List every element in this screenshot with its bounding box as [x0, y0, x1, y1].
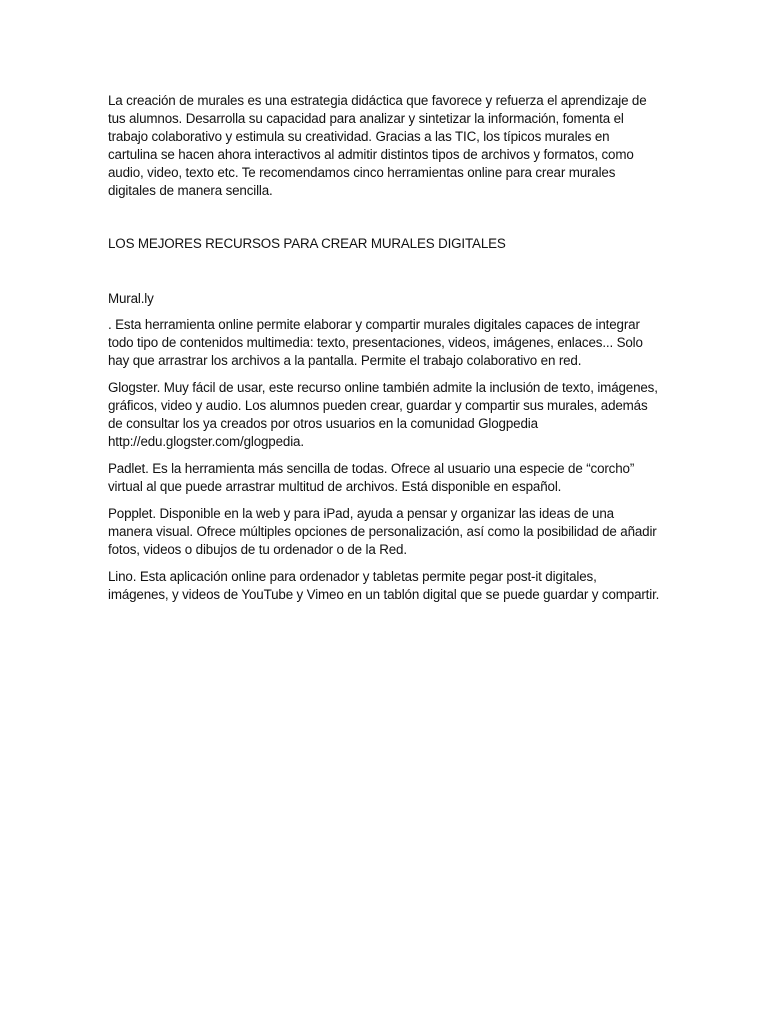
popplet-paragraph: Popplet. Disponible en la web y para iPad, ayuda a pensar y organizar las ideas de una manera visual. Ofrece múltiples opciones de personalización, así como la posibilidad de añadir fotos, videos o dibujos de tu ordenador o de la Red.	[108, 506, 657, 557]
padlet-paragraph: Padlet. Es la herramienta más sencilla de todas. Ofrece al usuario una especie de “corcho” virtual al que puede arrastrar multitud de archivos. Está disponible en español.	[108, 461, 635, 494]
section-heading: LOS MEJORES RECURSOS PARA CREAR MURALES DIGITALES	[108, 236, 506, 251]
intro-paragraph: La creación de murales es una estrategia didáctica que favorece y refuerza el aprendizaje de tus alumnos. Desarrolla su capacidad para analizar y sintetizar la información, fomenta el trabajo colaborativo y estimula su creatividad. Gracias a las TIC, los típicos murales en cartulina se hacen ahora interactivos al admitir distintos tipos de archivos y formatos, como audio, video, texto etc. Te recomendamos cinco herramientas online para crear murales digitales de manera sencilla.	[108, 93, 647, 198]
document-body	[108, 92, 660, 613]
muraly-title: Mural.ly	[108, 291, 154, 306]
lino-paragraph: Lino. Esta aplicación online para ordenador y tabletas permite pegar post-it digitales, imágenes, y videos de YouTube y Vimeo en un tablón digital que se puede guardar y compartir.	[108, 569, 660, 602]
muraly-paragraph: . Esta herramienta online permite elaborar y compartir murales digitales capaces de integrar todo tipo de contenidos multimedia: texto, presentaciones, videos, imágenes, enlaces... Solo hay que arrastrar los archivos a la pantalla. Permite el trabajo colaborativo en red.	[108, 317, 643, 368]
glogster-paragraph: Glogster. Muy fácil de usar, este recurso online también admite la inclusión de texto, imágenes, gráficos, video y audio. Los alumnos pueden crear, guardar y compartir sus murales, además de consultar los ya creados por otros usuarios en la comunidad Glogpedia http://edu.glogster.com/glogpedia.	[108, 380, 658, 449]
